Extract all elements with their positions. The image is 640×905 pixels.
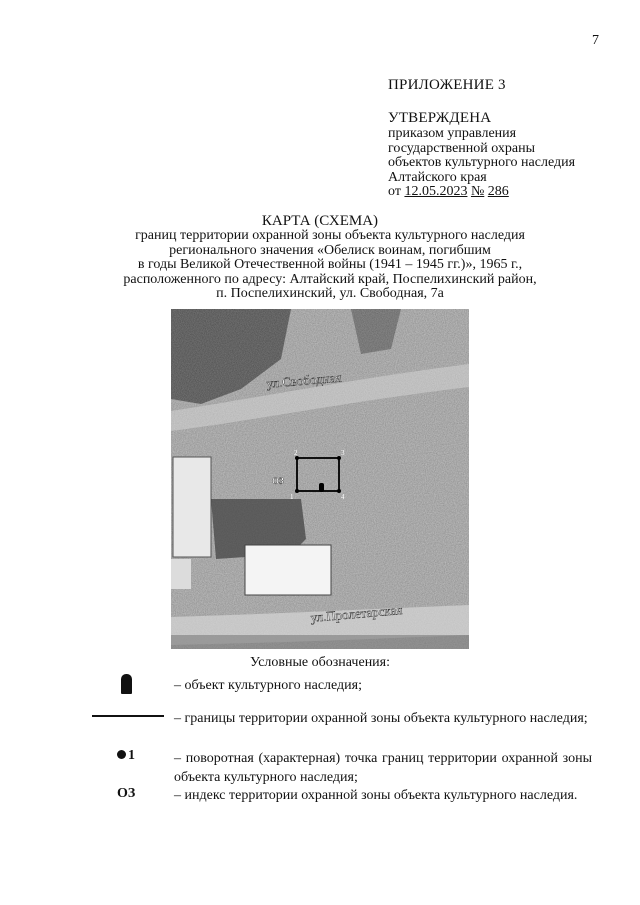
street-label-top: ул.Свободная — [265, 369, 342, 391]
legend-title: Условные обозначения: — [249, 655, 391, 670]
order-prefix: от — [388, 184, 401, 199]
map-bottom-strip — [171, 635, 469, 649]
subtitle-line: в годы Великой Отечественной войны (1941 – 1945 гг.)», 1965 г., — [137, 257, 523, 272]
point-label: 3 — [341, 449, 345, 457]
point-dot-icon — [117, 750, 126, 759]
legend-text-object: – объект культурного наследия; — [174, 678, 362, 693]
zone-index-symbol: ОЗ — [117, 786, 136, 801]
map-texture-light — [171, 309, 469, 649]
approval-line: Алтайского края — [388, 169, 487, 185]
boundary-line-symbol — [92, 715, 164, 717]
subtitle-line: расположенного по адресу: Алтайский край, Поспелихинский район, — [123, 271, 537, 287]
order-number-sign: № — [470, 184, 485, 199]
order-date: 12.05.2023 — [404, 184, 468, 199]
point-number: 1 — [128, 748, 135, 763]
legend-text-zone-index: – индекс территории охранной зоны объекта культурного наследия. — [174, 788, 578, 803]
object-icon — [319, 483, 324, 492]
subtitle-line: регионального значения «Обелиск воинам, погибшим — [169, 242, 491, 258]
zone-index-label: ОЗ — [272, 476, 284, 486]
turning-point-symbol — [117, 748, 135, 764]
aerial-map — [171, 309, 469, 649]
approval-line: государственной охраны — [388, 140, 536, 156]
building — [171, 559, 191, 589]
subtitle-line: п. Поспелихинский, ул. Свободная, 7а — [216, 286, 444, 301]
approval-line: объектов культурного наследия — [388, 155, 576, 170]
page-number: 7 — [592, 33, 599, 48]
point-label: 2 — [294, 449, 298, 457]
object-icon — [121, 674, 132, 694]
turning-point — [295, 489, 299, 493]
approval-text — [388, 127, 575, 200]
subtitle-line: границ территории охранной зоны объекта культурного наследия — [135, 228, 525, 243]
approved-heading: УТВЕРЖДЕНА — [388, 110, 492, 126]
legend-text-point: – поворотная (характерная) точка границ территории охранной зоны объекта культурного наследия; — [174, 751, 592, 785]
order-number: 286 — [487, 184, 509, 199]
building-large — [245, 545, 331, 595]
order-line — [388, 185, 575, 200]
point-label: 4 — [341, 493, 345, 501]
street-label-bottom: ул.Пролетарская — [309, 602, 403, 625]
map-title: КАРТА (СХЕМА) — [261, 213, 379, 229]
legend-text-boundary: – границы территории охранной зоны объекта культурного наследия; — [174, 711, 588, 726]
point-label: 1 — [290, 493, 294, 501]
appendix-heading: ПРИЛОЖЕНИЕ 3 — [388, 77, 506, 93]
building — [173, 457, 211, 557]
approval-line: приказом управления — [388, 126, 517, 141]
map-subtitle — [110, 229, 550, 302]
